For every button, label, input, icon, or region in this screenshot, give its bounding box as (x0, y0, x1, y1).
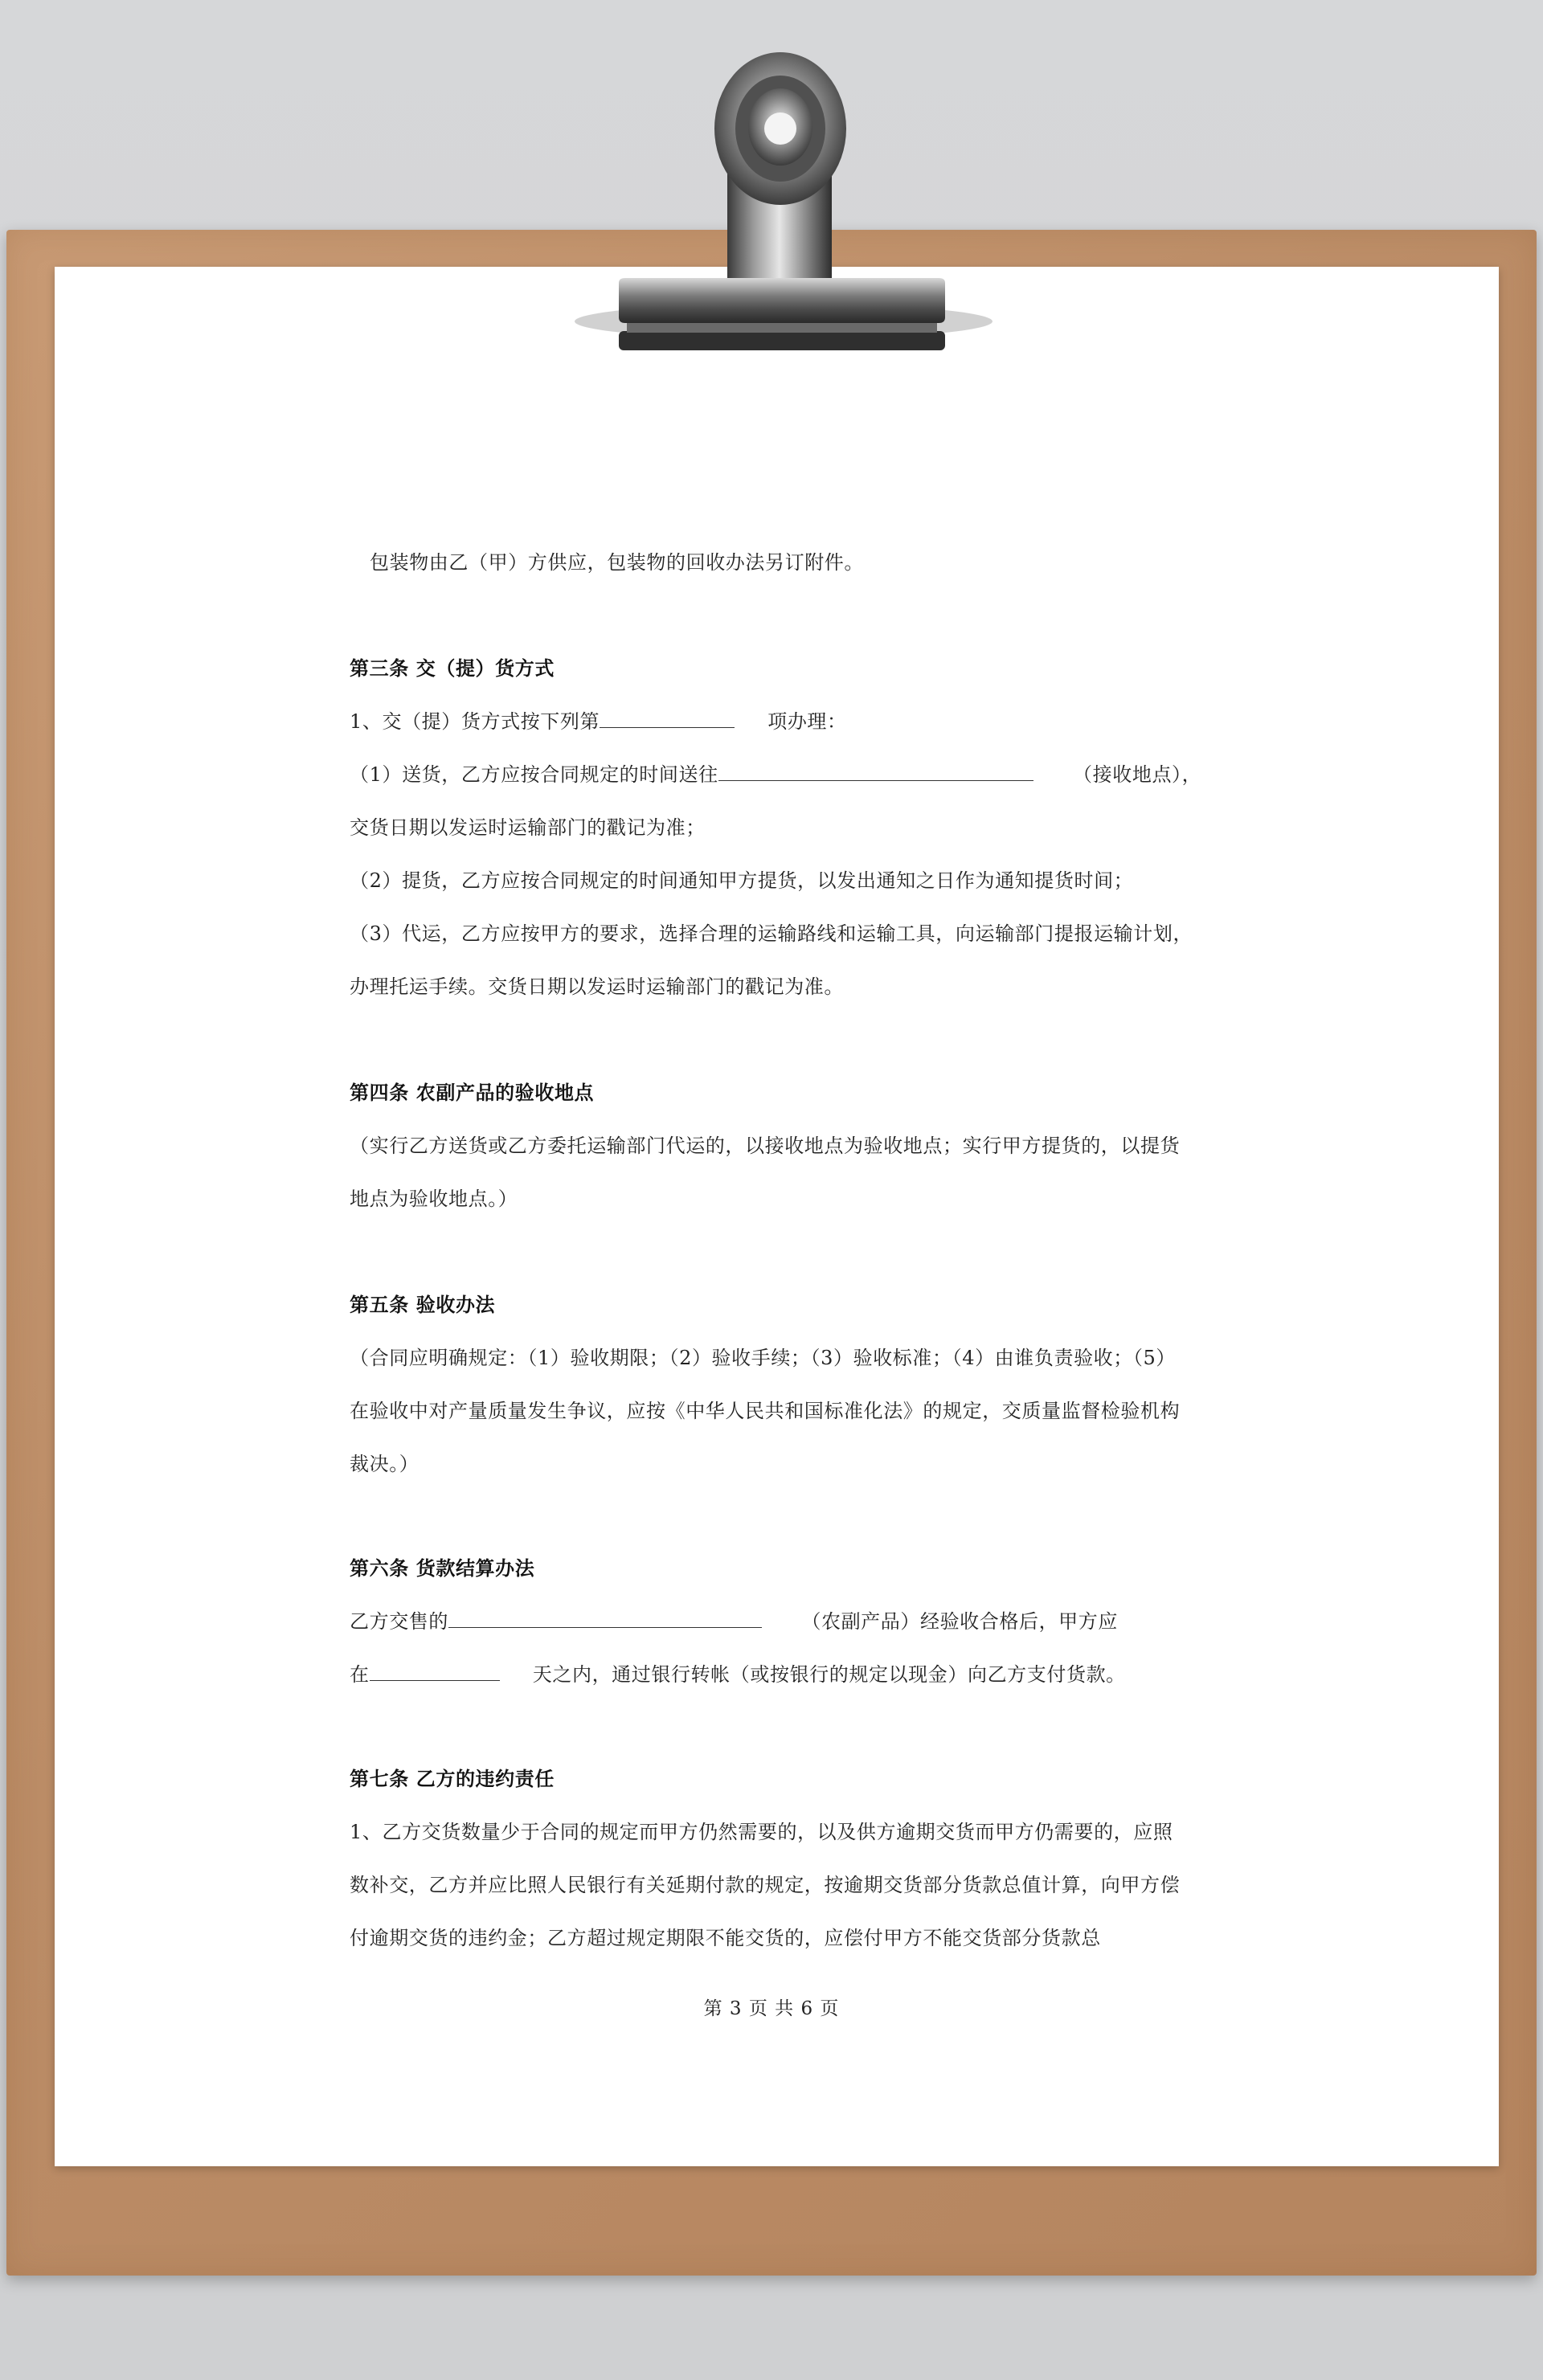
article-6-line-2 (350, 1658, 1126, 1687)
article-3-line-4: （2）提货，乙方应按合同规定的时间通知甲方提货，以发出通知之日作为通知提货时间； (350, 869, 1134, 892)
article-6-line-2-text-b: 天之内，通过银行转帐（或按银行的规定以现金）向乙方支付货款。 (532, 1663, 1126, 1686)
article-3-line-1-text-a: 1、交（提）货方式按下列第 (350, 710, 600, 733)
article-3-line-1-text-b: 项办理： (767, 710, 847, 733)
article-6-line-2-text-a: 在 (350, 1663, 370, 1686)
article-7-heading: 第七条 乙方的违约责任 (350, 1767, 555, 1790)
blank-product-field[interactable] (448, 1609, 762, 1628)
article-7-line-1: 1、乙方交货数量少于合同的规定而甲方仍然需要的，以及供方逾期交货而甲方仍需要的，应照 (350, 1821, 1173, 1843)
blank-days-field[interactable] (370, 1662, 500, 1681)
article-3-line-1 (350, 705, 847, 734)
article-6-line-1 (350, 1605, 1118, 1634)
blank-delivery-item-field[interactable] (600, 710, 735, 728)
article-5-line-2: 在验收中对产量质量发生争议，应按《中华人民共和国标准化法》的规定，交质量监督检验机构 (350, 1400, 1181, 1422)
article-6-heading: 第六条 货款结算办法 (350, 1556, 535, 1580)
article-6-line-1-text-a: 乙方交售的 (350, 1610, 448, 1633)
article-7-line-3: 付逾期交货的违约金；乙方超过规定期限不能交货的，应偿付甲方不能交货部分货款总 (350, 1927, 1101, 1949)
article-5-heading: 第五条 验收办法 (350, 1293, 496, 1316)
article-6-line-1-text-b: （农副产品）经验收合格后，甲方应 (801, 1610, 1118, 1633)
packaging-paragraph: 包装物由乙（甲）方供应，包装物的回收办法另订附件。 (370, 551, 864, 574)
article-4-line-2: 地点为验收地点。） (350, 1188, 518, 1210)
article-5-line-3: 裁决。） (350, 1453, 420, 1475)
page-number-footer: 第 3 页 共 6 页 (703, 1998, 840, 2019)
article-3-line-6: 办理托运手续。交货日期以发运时运输部门的戳记为准。 (350, 975, 844, 998)
article-3-line-2-text-b: （接收地点）， (1073, 763, 1202, 786)
article-4-heading: 第四条 农副产品的验收地点 (350, 1081, 595, 1104)
blank-receiving-location-field[interactable] (718, 763, 1033, 781)
article-3-line-5: （3）代运，乙方应按甲方的要求，选择合理的运输路线和运输工具，向运输部门提报运输计划， (350, 922, 1193, 945)
article-3-line-2 (350, 759, 1201, 787)
article-7-line-2: 数补交，乙方并应比照人民银行有关延期付款的规定，按逾期交货部分货款总值计算，向甲方偿 (350, 1874, 1181, 1896)
article-5-line-1: （合同应明确规定：（1）验收期限；（2）验收手续；（3）验收标准；（4）由谁负责验收；（5） (350, 1347, 1176, 1369)
article-3-line-3: 交货日期以发运时运输部门的戳记为准； (350, 816, 706, 839)
article-3-line-2-text-a: （1）送货，乙方应按合同规定的时间送往 (350, 763, 718, 786)
article-3-heading: 第三条 交（提）货方式 (350, 656, 555, 680)
article-4-line-1: （实行乙方送货或乙方委托运输部门代运的，以接收地点为验收地点；实行甲方提货的，以提货 (350, 1135, 1181, 1157)
binder-clip-icon (0, 0, 1543, 370)
